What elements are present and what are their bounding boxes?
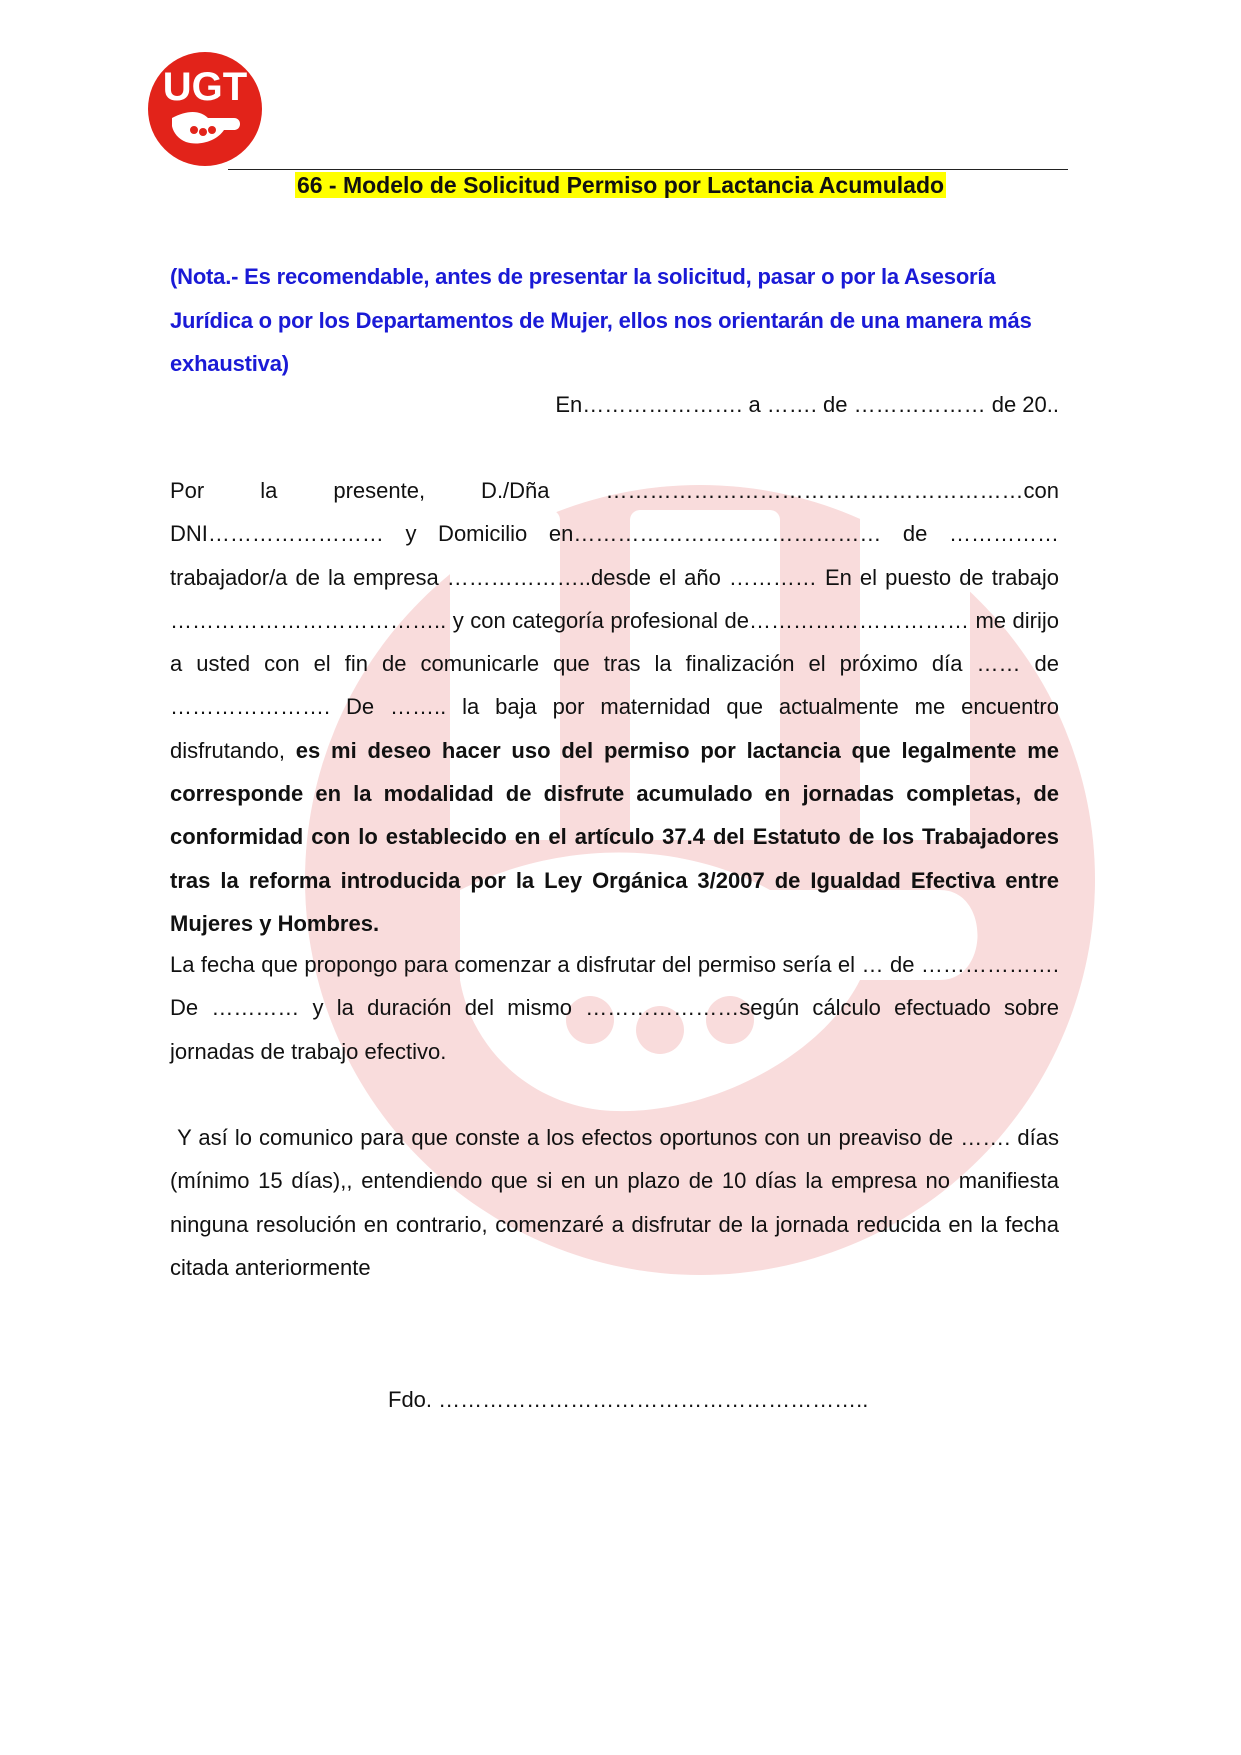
svg-text:UGT: UGT xyxy=(162,65,248,109)
notice-paragraph: Y así lo comunico para que conste a los efectos oportunos con un preaviso de ……. días (mínimo 15 días),, entendiendo que si en un plazo de 10 días la empresa no manifiesta ninguna resolución en contrario, comenzaré a disfrutar de la jornada reducida en la fecha citada anteriormente xyxy=(170,1125,1066,1280)
request-text: Por la presente, D./Dña …………………………………………………con DNI…………………… y Domicilio en…………………………………… de …………… trabajador/a de la empresa ………………..desde el año ………… En el puesto de trabajo ……………………………….. y con categoría profesional de………………………… me dirijo a usted con el fin de comunicarle que tras la finalización el próximo día …… de …………………. De …….. la baja por maternidad que actualmente me encuentro disfrutando, xyxy=(170,478,1059,763)
note-paragraph: (Nota.- Es recomendable, antes de presentar la solicitud, pasar o por la Asesoría Jurídica o por los Departamentos de Mujer, ellos nos orientarán de una manera más exhaustiva) xyxy=(170,264,1032,376)
request-bold-text: es mi deseo hacer uso del permiso por lactancia que legalmente me corresponde en la modalidad de disfrute acumulado en jornadas completas, de conformidad con lo establecido en el artículo 37.4 del Estatuto de los Trabajadores tras la reforma introducida por la Ley Orgánica 3/2007 de Igualdad Efectiva entre Mujeres y Hombres. xyxy=(170,737,1059,936)
signature-line: Fdo. ………………………………………………….. xyxy=(388,1387,869,1412)
start-date-paragraph: La fecha que propongo para comenzar a disfrutar del permiso sería el … de ………………. De ………… y la duración del mismo …………………según cálculo efectuado sobre jornadas de trabajo efectivo. xyxy=(170,952,1059,1064)
place-date-line: En…………………. a ……. de ……………… de 20.. xyxy=(555,392,1059,417)
document-title xyxy=(0,172,1241,199)
ugt-logo-icon xyxy=(142,48,268,170)
title-text: 66 - Modelo de Solicitud Permiso por Lactancia Acumulado xyxy=(296,172,945,198)
header-rule xyxy=(228,169,1068,170)
request-paragraph xyxy=(170,469,1059,945)
